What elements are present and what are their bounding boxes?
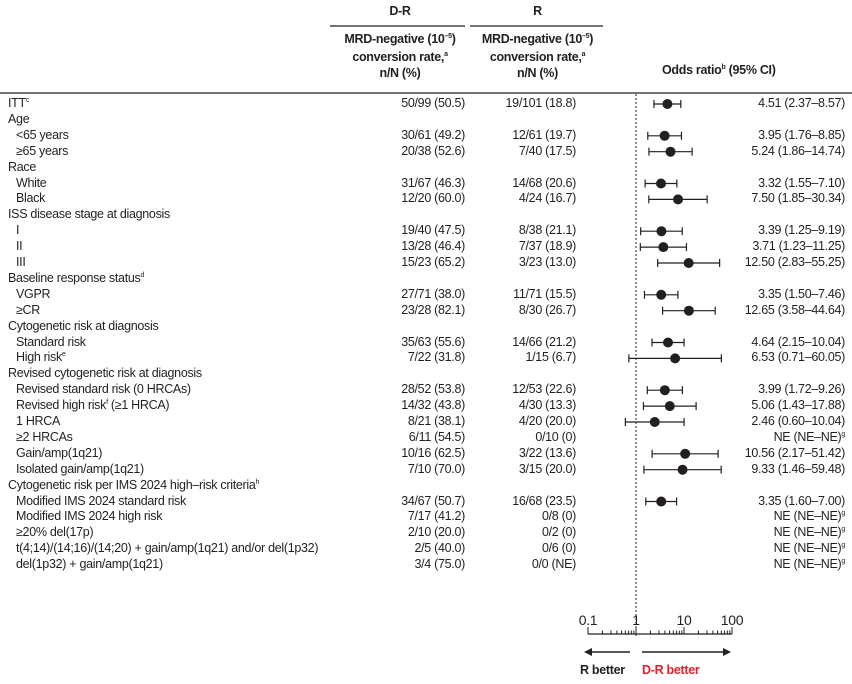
- row-label: [16, 446, 102, 460]
- r-value: 0/10 (0): [535, 429, 576, 444]
- odds-ratio-value: [774, 541, 845, 555]
- dr-value: 34/67 (50.7): [401, 493, 465, 508]
- r-better-label: R better: [580, 663, 625, 677]
- row-label-sup: h: [255, 478, 260, 486]
- or-text: NE (NE–NE): [773, 429, 842, 444]
- row-label: [16, 287, 50, 301]
- x-tick-label: 1: [632, 612, 640, 628]
- col-header-text: n/N (%): [517, 66, 558, 81]
- row-label-text: White: [16, 175, 47, 190]
- point-estimate: [662, 99, 672, 109]
- dr-value: 31/67 (46.3): [401, 175, 465, 190]
- point-estimate: [660, 385, 670, 395]
- row-label-text: Revised cytogenetic risk at diagnosis: [8, 366, 202, 381]
- r-value: 0/0 (NE): [531, 557, 576, 572]
- row-label: [16, 223, 19, 237]
- row-label-text: II: [16, 239, 23, 254]
- or-text: NE (NE–NE): [773, 509, 842, 524]
- point-estimate: [680, 449, 690, 459]
- point-estimate: [684, 306, 694, 316]
- or-text: 3.71 (1.23–11.25): [752, 239, 845, 254]
- row-label-sup: c: [25, 96, 30, 104]
- odds-ratio-value: [774, 509, 845, 523]
- dr-value: 23/28 (82.1): [401, 302, 465, 317]
- row-label: [16, 191, 45, 205]
- row-label: [16, 525, 93, 539]
- or-text: 3.99 (1.72–9.26): [758, 382, 845, 397]
- row-label-text: Gain/amp(1q21): [16, 445, 103, 460]
- x-tick-label: 100: [720, 612, 744, 628]
- col-header-sup: a: [581, 51, 586, 59]
- r-value: 7/37 (18.9): [518, 239, 576, 254]
- r-value: 12/61 (19.7): [512, 127, 576, 142]
- dr-value: 30/61 (49.2): [401, 127, 465, 142]
- or-text: NE (NE–NE): [773, 525, 842, 540]
- or-text: 4.64 (2.15–10.04): [751, 334, 845, 349]
- point-estimate: [656, 497, 666, 507]
- r-value: 4/30 (13.3): [518, 398, 576, 413]
- r-value: 11/71 (15.5): [513, 286, 576, 301]
- row-label-text: ≥20% del(17p): [16, 525, 94, 540]
- col-header-text: ): [451, 32, 456, 47]
- or-text: 7.50 (1.85–30.34): [751, 191, 845, 206]
- or-sup: g: [841, 557, 845, 565]
- or-text: 3.39 (1.25–9.19): [758, 223, 845, 238]
- odds-ratio-value: [752, 239, 845, 253]
- point-estimate: [666, 147, 676, 157]
- dr-value: 27/71 (38.0): [401, 286, 465, 301]
- odds-ratio-value: [751, 398, 845, 412]
- x-tick-label: 10: [676, 612, 692, 628]
- or-text: 12.65 (3.58–44.64): [744, 302, 845, 317]
- dr-value: 13/28 (46.4): [401, 239, 465, 254]
- row-label: [16, 509, 162, 523]
- or-text: 3.32 (1.55–7.10): [758, 175, 845, 190]
- point-estimate: [660, 131, 670, 141]
- dr-value: 28/52 (53.8): [401, 382, 465, 397]
- dr-value: 7/17 (41.2): [407, 509, 465, 524]
- row-label: [16, 255, 26, 269]
- row-label-text: Age: [8, 111, 30, 126]
- dr-value: 7/22 (31.8): [407, 350, 465, 365]
- arrow-right-head: [723, 648, 731, 656]
- or-text: 5.06 (1.43–17.88): [751, 398, 845, 413]
- point-estimate: [678, 465, 688, 475]
- dr-value: 6/11 (54.5): [408, 429, 465, 444]
- row-label: [16, 414, 60, 428]
- r-value: 3/23 (13.0): [518, 255, 576, 269]
- or-text: 5.24 (1.86–14.74): [751, 143, 845, 158]
- odds-ratio-value: [745, 446, 845, 460]
- r-value: 14/66 (21.2): [512, 334, 576, 349]
- r-value: 0/8 (0): [541, 509, 576, 524]
- dr-value: 20/38 (52.6): [401, 143, 465, 158]
- dr-value: 15/23 (65.2): [401, 255, 465, 269]
- odds-ratio-value: [774, 430, 845, 444]
- row-label: [16, 128, 69, 142]
- row-label: [8, 478, 259, 492]
- point-estimate: [663, 338, 673, 348]
- r-value: 4/20 (20.0): [518, 414, 576, 428]
- point-estimate: [656, 226, 666, 236]
- col-header-exp: –5: [444, 33, 452, 40]
- row-label-text: <65 years: [16, 127, 69, 142]
- dr-better-label: D-R better: [642, 663, 700, 677]
- row-label-text: Modified IMS 2024 standard risk: [16, 493, 186, 508]
- point-estimate: [673, 194, 683, 204]
- row-label-sup: f: [106, 398, 108, 406]
- dr-value: 50/99 (50.5): [401, 96, 465, 110]
- group-header-r: R: [533, 4, 542, 18]
- point-estimate: [650, 417, 660, 427]
- or-text: NE (NE–NE): [773, 541, 842, 556]
- or-header-text: (95% CI): [725, 63, 776, 77]
- row-label: [16, 144, 68, 158]
- group-header-dr: D-R: [389, 4, 411, 18]
- dr-value: 35/63 (55.6): [401, 334, 465, 349]
- col-header-text: ): [589, 32, 594, 47]
- row-label: [16, 462, 144, 476]
- row-label: [16, 176, 46, 190]
- row-label-text: Isolated gain/amp(1q21): [16, 461, 144, 476]
- row-label: [16, 335, 86, 349]
- row-label: [8, 207, 170, 221]
- odds-ratio-value: [751, 191, 845, 205]
- row-label-text: ≥CR: [16, 302, 41, 317]
- row-label: [8, 319, 158, 333]
- row-label: [16, 303, 40, 317]
- odds-ratio-value: [751, 462, 845, 476]
- dr-value: 14/32 (43.8): [401, 398, 465, 413]
- col-header-text: MRD-negative (10: [481, 32, 583, 47]
- or-header-sup: b: [721, 63, 726, 71]
- odds-ratio-value: [745, 303, 845, 317]
- row-label: [16, 494, 186, 508]
- point-estimate: [670, 353, 680, 363]
- odds-ratio-value: [745, 255, 845, 269]
- row-label-text: 1 HRCA: [16, 414, 61, 428]
- row-label-sup: e: [61, 351, 66, 359]
- dr-value: 8/21 (38.1): [407, 414, 465, 428]
- odds-ratio-value: [751, 335, 845, 349]
- or-header-text: Odds ratio: [662, 63, 722, 77]
- r-value: 3/22 (13.6): [518, 445, 576, 460]
- odds-ratio-value: [758, 128, 845, 142]
- row-label-text: Standard risk: [16, 334, 86, 349]
- odds-ratio-value: [751, 350, 845, 364]
- row-label-text: Cytogenetic risk per IMS 2024 high–risk criteria: [8, 477, 256, 492]
- row-label: [16, 398, 169, 412]
- dr-value: 19/40 (47.5): [401, 223, 465, 238]
- or-text: NE (NE–NE): [773, 557, 842, 572]
- or-text: 12.50 (2.83–55.25): [744, 255, 845, 269]
- or-text: 6.53 (0.71–60.05): [751, 350, 845, 365]
- point-estimate: [684, 258, 694, 268]
- col-header-text: n/N (%): [379, 66, 421, 81]
- row-label: [16, 430, 73, 444]
- row-label: [8, 160, 36, 174]
- row-label-text: Revised standard risk (0 HRCAs): [16, 382, 191, 397]
- row-label-sup: d: [140, 271, 145, 279]
- row-label-text: del(1p32) + gain/amp(1q21): [16, 557, 163, 572]
- row-label-text: Baseline response status: [8, 270, 141, 285]
- row-label-text: (≥1 HRCA): [107, 398, 170, 413]
- or-text: 9.33 (1.46–59.48): [751, 461, 845, 476]
- r-value: 12/53 (22.6): [512, 382, 576, 397]
- or-text: 2.46 (0.60–10.04): [751, 414, 845, 428]
- or-text: 10.56 (2.17–51.42): [744, 445, 845, 460]
- odds-ratio-value: [751, 414, 845, 428]
- row-label-text: VGPR: [16, 286, 51, 301]
- row-label-text: ≥2 HRCAs: [16, 429, 73, 444]
- row-label: [8, 366, 202, 380]
- r-value: 14/68 (20.6): [512, 175, 576, 190]
- row-label-text: Modified IMS 2024 high risk: [16, 509, 163, 524]
- r-value: 8/30 (26.7): [518, 302, 576, 317]
- col-header-text: MRD-negative (10: [344, 32, 445, 47]
- row-label: [16, 350, 66, 364]
- r-value: 0/6 (0): [541, 541, 576, 556]
- r-value: 0/2 (0): [541, 525, 576, 540]
- dr-value: 12/20 (60.0): [401, 191, 465, 206]
- row-label: [16, 541, 318, 555]
- dr-value: 2/5 (40.0): [414, 541, 465, 556]
- row-label-text: Revised high risk: [16, 398, 107, 413]
- col-header-sup: a: [444, 51, 448, 59]
- row-label-text: ITT: [8, 96, 26, 110]
- col-header-text: conversion rate,: [352, 50, 445, 65]
- point-estimate: [665, 401, 675, 411]
- row-label-text: Race: [8, 159, 36, 174]
- row-label: [16, 239, 22, 253]
- odds-ratio-value: [758, 176, 845, 190]
- odds-ratio-value: [758, 96, 845, 110]
- odds-ratio-value: [758, 382, 845, 396]
- r-value: 4/24 (16.7): [518, 191, 576, 206]
- or-text: 3.95 (1.76–8.85): [758, 127, 845, 142]
- point-estimate: [656, 179, 666, 189]
- or-sup: g: [841, 510, 845, 518]
- or-sup: g: [841, 542, 845, 550]
- point-estimate: [658, 242, 668, 252]
- arrow-left-head: [584, 648, 592, 656]
- odds-ratio-value: [774, 557, 845, 571]
- r-value: 7/40 (17.5): [518, 143, 576, 158]
- dr-value: 3/4 (75.0): [414, 557, 465, 572]
- r-value: 16/68 (23.5): [512, 493, 576, 508]
- row-label: [16, 557, 163, 571]
- row-label: [8, 96, 29, 110]
- row-label-text: High risk: [16, 350, 62, 365]
- odds-ratio-value: [758, 287, 845, 301]
- row-label-text: Cytogenetic risk at diagnosis: [8, 318, 159, 333]
- row-label-text: III: [16, 255, 26, 269]
- row-label-text: Black: [16, 191, 46, 206]
- r-value: 1/15 (6.7): [525, 350, 576, 365]
- row-label-text: t(4;14)/(14;16)/(14;20) + gain/amp(1q21) and/or del(1p32): [16, 541, 319, 556]
- col-header-exp: –5: [582, 33, 590, 40]
- or-sup: g: [841, 526, 845, 534]
- r-value: 19/101 (18.8): [505, 96, 576, 110]
- row-label: [8, 271, 144, 285]
- or-text: 3.35 (1.60–7.00): [758, 493, 845, 508]
- col-header-text: conversion rate,: [489, 50, 582, 65]
- row-label: [16, 382, 191, 396]
- odds-ratio-value: [774, 525, 845, 539]
- row-label-text: ISS disease stage at diagnosis: [8, 207, 170, 222]
- or-text: 4.51 (2.37–8.57): [758, 96, 845, 110]
- odds-ratio-value: [758, 223, 845, 237]
- r-value: 8/38 (21.1): [518, 223, 576, 238]
- x-tick-label: 0.1: [578, 612, 598, 628]
- dr-value: 10/16 (62.5): [401, 445, 465, 460]
- row-label-text: ≥65 years: [16, 143, 69, 158]
- dr-value: 7/10 (70.0): [407, 461, 465, 476]
- or-text: 3.35 (1.50–7.46): [758, 286, 845, 301]
- r-value: 3/15 (20.0): [518, 461, 576, 476]
- point-estimate: [656, 290, 666, 300]
- odds-ratio-value: [758, 494, 845, 508]
- dr-value: 2/10 (20.0): [407, 525, 465, 540]
- row-label: [8, 112, 29, 126]
- odds-ratio-value: [751, 144, 845, 158]
- or-sup: g: [841, 430, 845, 438]
- row-label-text: I: [16, 223, 20, 238]
